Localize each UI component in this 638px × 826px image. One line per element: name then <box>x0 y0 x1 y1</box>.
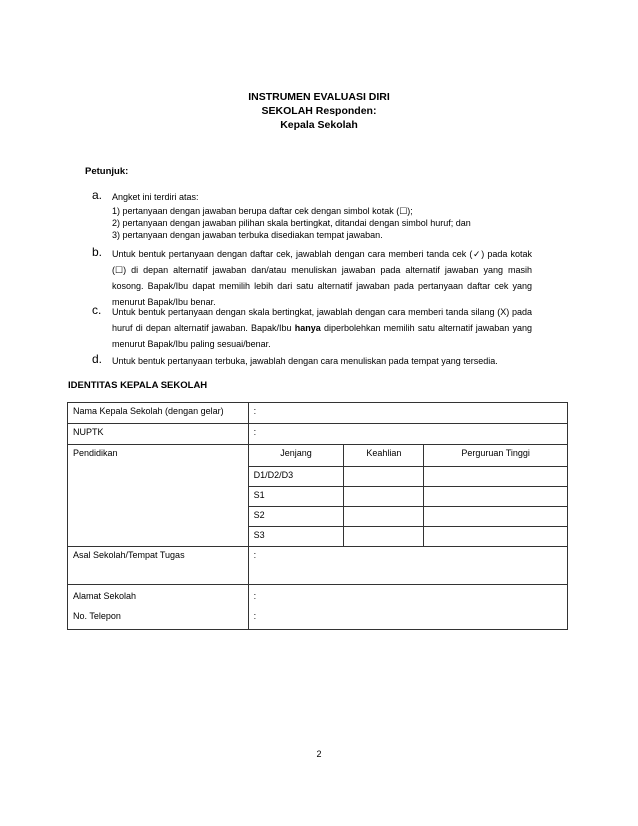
title-line-2: SEKOLAH Responden: <box>261 105 377 117</box>
level-s2: S2 <box>248 507 344 527</box>
instruction-d-text: Untuk bentuk pertanyaan terbuka, jawablah dengan cara menuliskan pada tempat yang tersedia. <box>112 356 498 366</box>
alamat-telepon-values <box>248 585 567 630</box>
nama-value[interactable]: : <box>248 403 567 424</box>
row-nuptk <box>68 424 568 445</box>
instruction-d-letter: d. <box>92 352 103 366</box>
keahlian-s3[interactable] <box>344 527 424 547</box>
keahlian-s2[interactable] <box>344 507 424 527</box>
document-title <box>180 90 458 132</box>
header-jenjang: Jenjang <box>248 445 344 467</box>
pt-s3[interactable] <box>424 527 568 547</box>
pt-s2[interactable] <box>424 507 568 527</box>
instruction-c-text <box>112 304 532 352</box>
asal-value[interactable]: : <box>248 547 567 585</box>
pendidikan-label: Pendidikan <box>68 445 249 547</box>
instruction-a-text: Angket ini terdiri atas: <box>112 192 199 202</box>
instruction-c-text-after: diperbolehkan memilih satu alternatif jawaban yang menurut Bapak/Ibu paling sesuai/benar. <box>112 323 533 349</box>
instruction-c-emphasis: hanya <box>294 323 321 333</box>
alamat-label: Alamat Sekolah <box>73 591 137 601</box>
instruction-a <box>92 189 532 241</box>
level-s1: S1 <box>248 487 344 507</box>
title-line-1: INSTRUMEN EVALUASI DIRI <box>248 91 390 103</box>
instruction-a-sub-1: 1) pertanyaan dengan jawaban berupa daftar cek dengan simbol kotak (☐); <box>112 206 413 216</box>
pt-d1d2d3[interactable] <box>424 467 568 487</box>
header-keahlian: Keahlian <box>344 445 424 467</box>
alamat-telepon-labels <box>68 585 249 630</box>
telepon-value[interactable]: : <box>253 611 257 621</box>
identitas-heading: IDENTITAS KEPALA SEKOLAH <box>68 380 208 391</box>
nuptk-value[interactable]: : <box>248 424 567 445</box>
row-pendidikan-header <box>68 445 568 467</box>
instruction-c-text-before: Untuk bentuk pertanyaan dengan skala bertingkat, jawablah dengan cara memberi tanda silang (X) pada huruf di depan alternatif jawaban. Bapak/Ibu <box>112 307 532 333</box>
nama-label: Nama Kepala Sekolah (dengan gelar) <box>68 403 249 424</box>
level-s3: S3 <box>248 527 344 547</box>
header-perguruan-tinggi: Perguruan Tinggi <box>424 445 568 467</box>
title-line-3: Kepala Sekolah <box>280 119 358 131</box>
row-asal-sekolah <box>68 547 568 585</box>
instruction-d <box>92 353 532 369</box>
instruction-c-letter: c. <box>92 303 102 317</box>
petunjuk-heading: Petunjuk: <box>85 166 129 177</box>
keahlian-s1[interactable] <box>344 487 424 507</box>
instruction-a-sub-3: 3) pertanyaan dengan jawaban terbuka disediakan tempat jawaban. <box>112 230 383 240</box>
pt-s1[interactable] <box>424 487 568 507</box>
row-nama <box>68 403 568 424</box>
instruction-a-letter: a. <box>92 188 103 202</box>
telepon-label: No. Telepon <box>73 611 121 621</box>
identity-table <box>67 402 568 630</box>
instruction-c <box>92 304 532 352</box>
row-alamat-telepon <box>68 585 568 630</box>
asal-label: Asal Sekolah/Tempat Tugas <box>68 547 249 585</box>
nuptk-label: NUPTK <box>68 424 249 445</box>
level-d1d2d3: D1/D2/D3 <box>248 467 344 487</box>
keahlian-d1d2d3[interactable] <box>344 467 424 487</box>
instruction-b <box>92 246 532 310</box>
instruction-b-text: Untuk bentuk pertanyaan dengan daftar cek, jawablah dengan cara memberi tanda cek (✓) pada kotak (☐) di depan alternatif jawaban dan/atau menuliskan jawaban pada alternatif jawaban yang masih kosong. Bapak/Ibu dapat memilih lebih dari satu alternatif jawaban pada pertanyaan daftar cek yang menurut Bapak/Ibu benar. <box>112 249 532 307</box>
page-number: 2 <box>316 749 322 759</box>
alamat-value[interactable]: : <box>253 591 257 601</box>
instruction-a-sub-2: 2) pertanyaan dengan jawaban pilihan skala bertingkat, ditandai dengan simbol huruf; dan <box>112 218 471 228</box>
instruction-b-letter: b. <box>92 245 103 259</box>
